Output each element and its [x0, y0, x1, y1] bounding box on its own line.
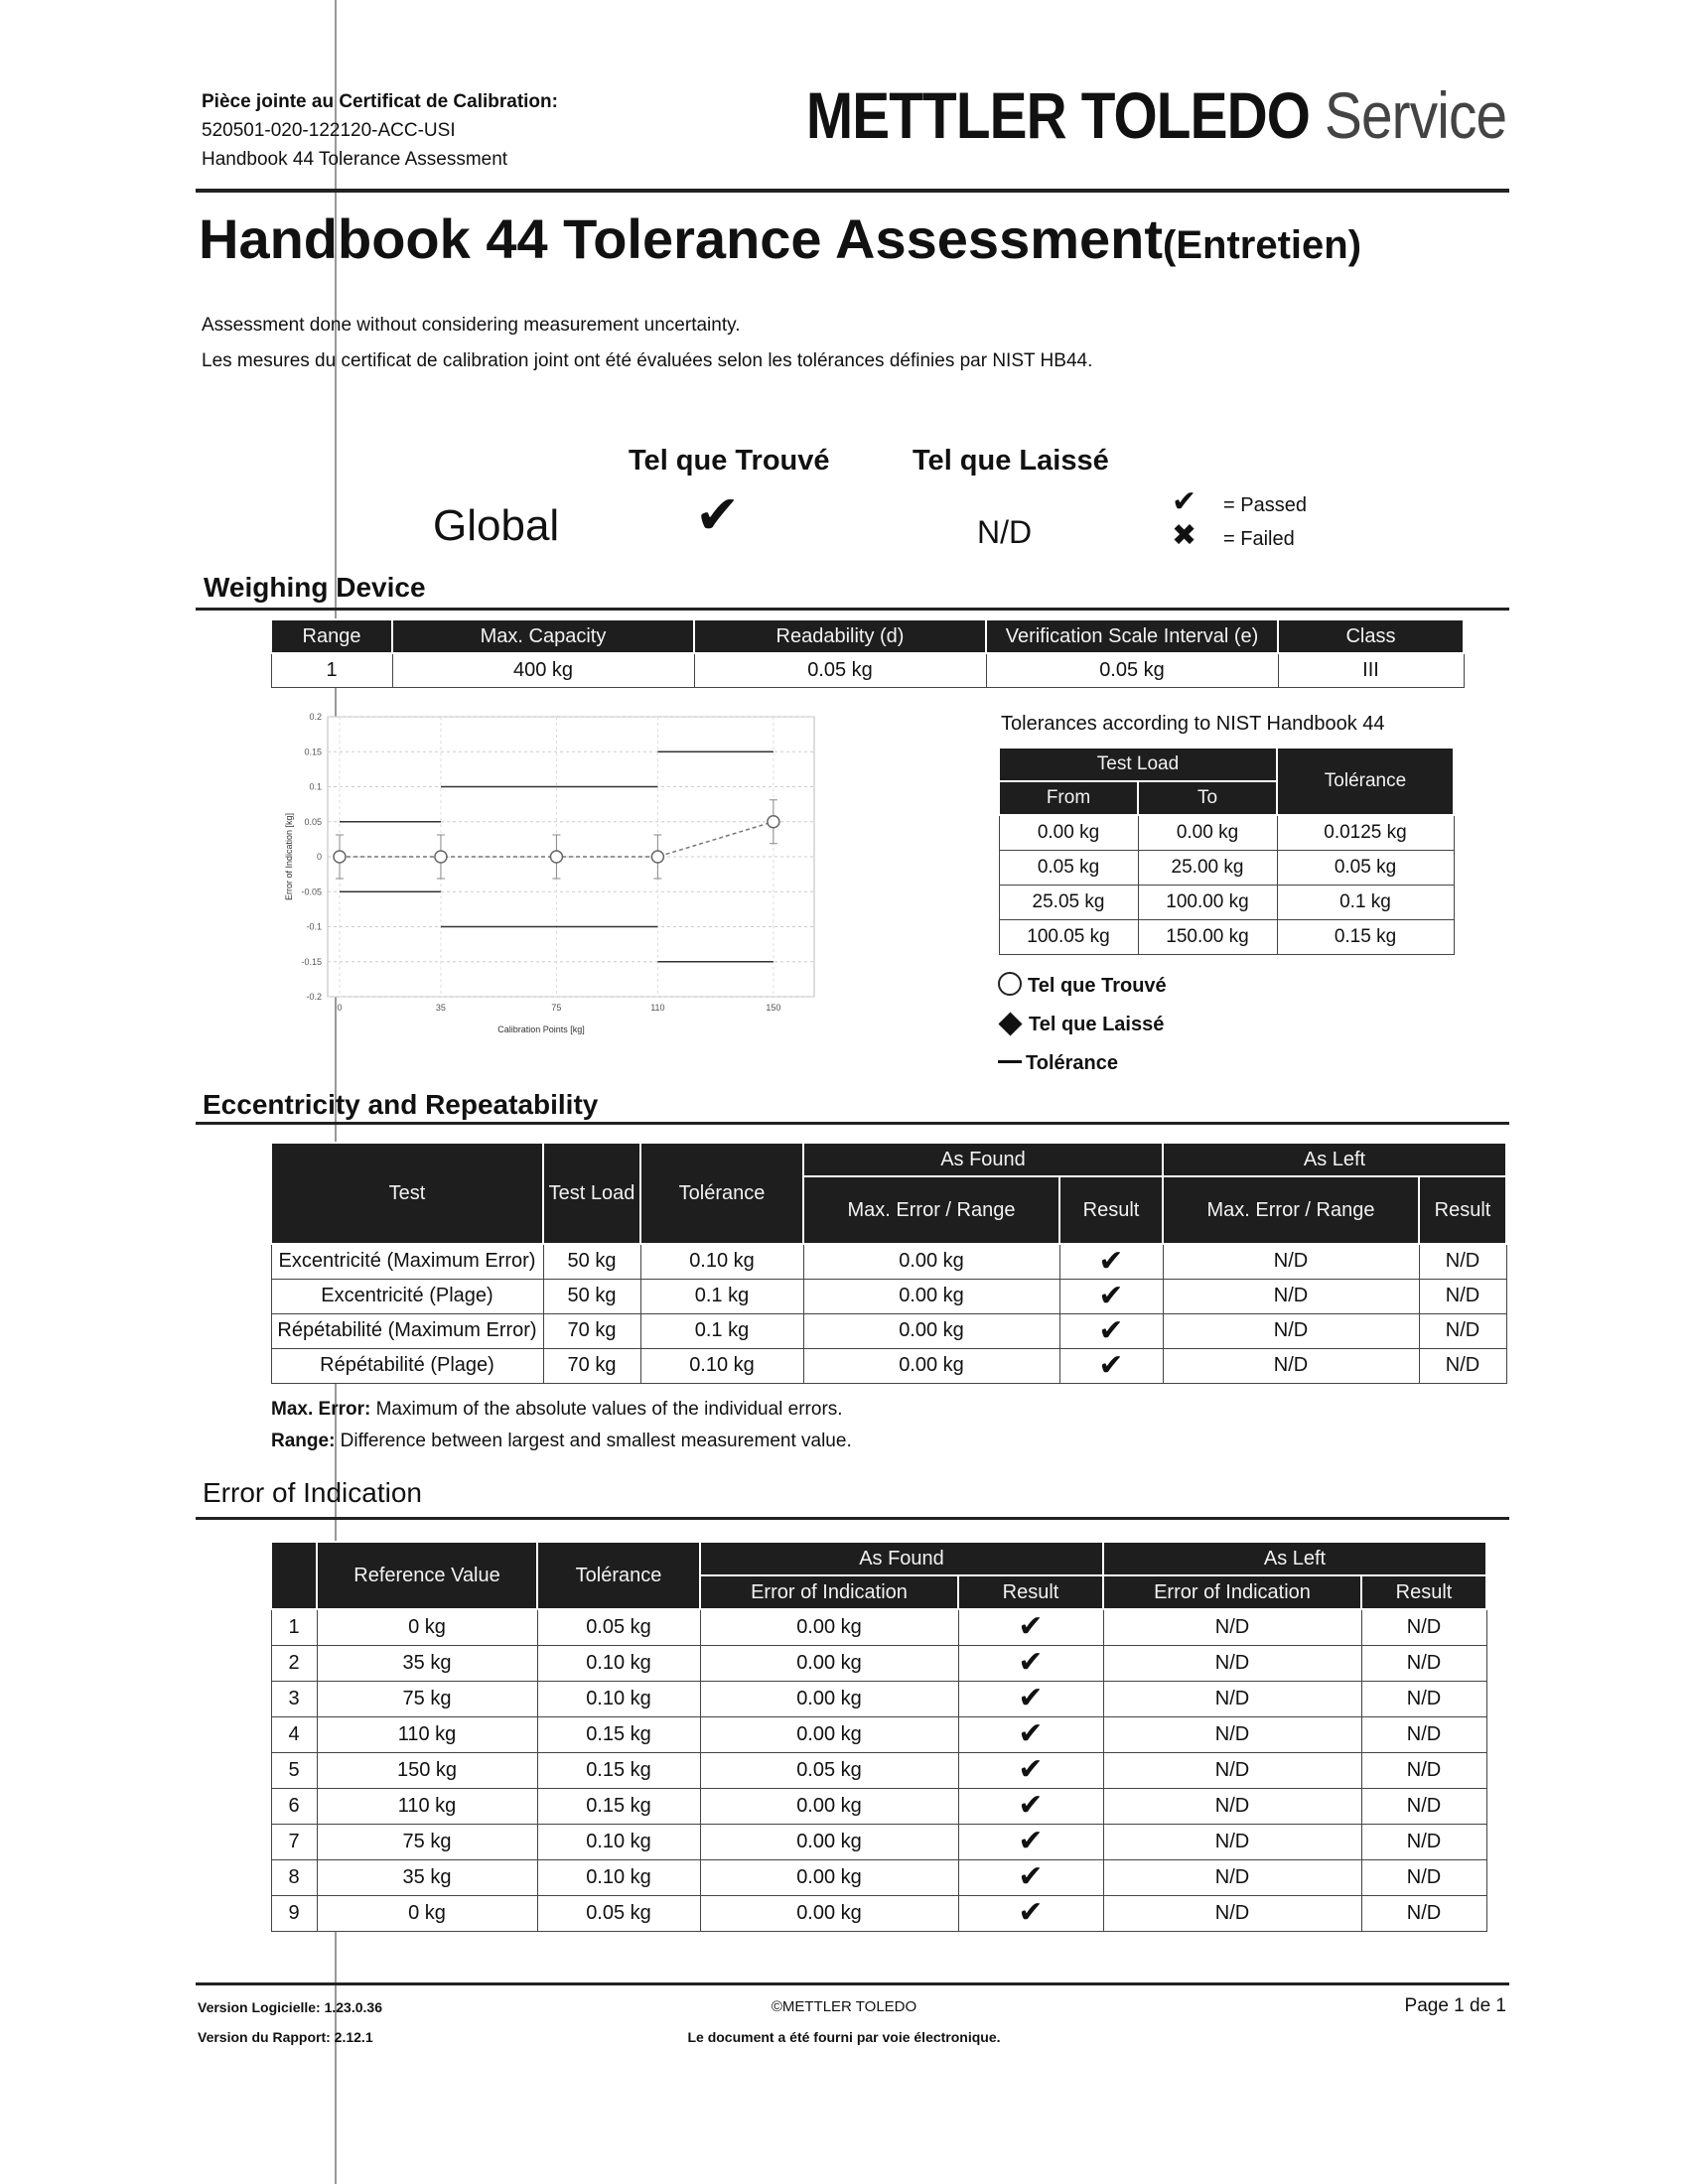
tol-cell: 150.00 kg	[1138, 919, 1277, 954]
tol-cell: 0.05 kg	[999, 850, 1138, 885]
tol-cell: 0.00 kg	[999, 815, 1138, 850]
eccentricity-repeatability-table	[270, 1142, 1507, 1384]
ecc-cell: 70 kg	[543, 1313, 640, 1348]
eoi-cell: N/D	[1103, 1824, 1361, 1859]
as-left-header: Tel que Laissé	[913, 445, 1109, 477]
check-icon: ✔	[1059, 1244, 1163, 1279]
check-icon: ✔	[958, 1824, 1103, 1859]
x-tick-label: 110	[650, 1003, 665, 1013]
def-range-text: Difference between largest and smallest measurement value.	[335, 1431, 852, 1451]
passed-check-icon: ✔	[1172, 485, 1197, 518]
ecc-header-tolerance: Tolérance	[640, 1143, 803, 1244]
check-icon: ✔	[958, 1681, 1103, 1716]
ecc-cell: 0.10 kg	[640, 1348, 803, 1383]
wd-header-class: Class	[1278, 619, 1464, 653]
tol-cell: 100.05 kg	[999, 919, 1138, 954]
ecc-cell: 0.1 kg	[640, 1279, 803, 1313]
y-axis-label: Error of Indication [kg]	[284, 812, 294, 901]
ecc-cell: 0.00 kg	[803, 1313, 1059, 1348]
y-tick-label: -0.15	[301, 956, 322, 967]
tolerance-line-icon	[998, 1060, 1022, 1063]
definitions	[271, 1394, 852, 1457]
eoi-rule	[196, 1517, 1509, 1520]
software-version: Version Logicielle: 1.23.0.36	[198, 1999, 382, 2015]
wd-header-range: Range	[271, 619, 392, 653]
x-tick-label: 75	[551, 1003, 562, 1013]
y-tick-label: -0.2	[306, 992, 322, 1002]
title-main: Handbook 44 Tolerance Assessment	[199, 207, 1164, 270]
ecc-cell: N/D	[1163, 1313, 1419, 1348]
eccentricity-rule	[196, 1122, 1509, 1125]
title-suffix: (Entretien)	[1163, 223, 1362, 267]
page-title	[199, 206, 1361, 271]
global-as-left-value: N/D	[977, 514, 1033, 550]
tol-header-test-load: Test Load	[999, 748, 1277, 781]
ecc-cell: N/D	[1419, 1348, 1506, 1383]
eoi-cell: N/D	[1361, 1895, 1486, 1931]
ecc-cell: 0.00 kg	[803, 1279, 1059, 1313]
eoi-cell: 0.10 kg	[537, 1645, 700, 1681]
ecc-cell: 0.00 kg	[803, 1348, 1059, 1383]
header-attachment-label: Pièce jointe au Certificat de Calibration:	[202, 91, 558, 112]
ecc-cell: 0.00 kg	[803, 1244, 1059, 1279]
tol-header-tolerance: Tolérance	[1277, 748, 1454, 815]
error-of-indication-table	[270, 1541, 1487, 1932]
legend-passed: = Passed	[1223, 494, 1307, 516]
ecc-header-left-result: Result	[1419, 1176, 1506, 1244]
eccentricity-heading: Eccentricity and Repeatability	[203, 1089, 599, 1120]
as-found-point	[651, 851, 663, 863]
as-left-diamond-icon	[998, 1012, 1022, 1035]
ecc-cell: N/D	[1163, 1348, 1419, 1383]
eoi-index: 3	[271, 1681, 317, 1716]
eoi-cell: 0.00 kg	[700, 1645, 958, 1681]
check-icon: ✔	[1059, 1313, 1163, 1348]
check-icon: ✔	[1059, 1348, 1163, 1383]
as-found-point	[435, 851, 447, 863]
eoi-cell: N/D	[1103, 1681, 1361, 1716]
eoi-cell: 0.00 kg	[700, 1824, 958, 1859]
eoi-cell: N/D	[1361, 1824, 1486, 1859]
legend-tolerance: Tolérance	[1026, 1052, 1118, 1074]
eoi-cell: N/D	[1361, 1645, 1486, 1681]
header-block	[202, 87, 558, 174]
electronic-note: Le document a été fourni par voie électronique.	[687, 2029, 1001, 2045]
ecc-header-found-result: Result	[1059, 1176, 1163, 1244]
check-icon: ✔	[958, 1788, 1103, 1824]
error-of-indication-chart	[278, 707, 824, 1044]
failed-cross-icon: ✖	[1172, 519, 1197, 552]
eoi-cell: 0.00 kg	[700, 1609, 958, 1645]
x-tick-label: 35	[435, 1003, 446, 1013]
header-certificate-number: 520501-020-122120-ACC-USI	[202, 120, 456, 141]
eoi-cell: 0.00 kg	[700, 1716, 958, 1752]
tol-cell: 25.05 kg	[999, 885, 1138, 919]
wd-range: 1	[271, 653, 392, 687]
as-found-header: Tel que Trouvé	[629, 445, 830, 477]
eoi-cell: 110 kg	[317, 1716, 537, 1752]
def-max-error-text: Maximum of the absolute values of the individual errors.	[370, 1399, 843, 1420]
eoi-cell: N/D	[1103, 1788, 1361, 1824]
eoi-header-left-eoi: Error of Indication	[1103, 1575, 1361, 1609]
eoi-cell: 0.00 kg	[700, 1788, 958, 1824]
eoi-cell: N/D	[1361, 1752, 1486, 1788]
eoi-cell: 0.10 kg	[537, 1681, 700, 1716]
eoi-cell: 35 kg	[317, 1859, 537, 1895]
eoi-cell: 150 kg	[317, 1752, 537, 1788]
eoi-index: 2	[271, 1645, 317, 1681]
eoi-cell: 0.05 kg	[537, 1895, 700, 1931]
ecc-test-name: Répétabilité (Maximum Error)	[271, 1313, 543, 1348]
weighing-rule	[196, 608, 1509, 611]
error-of-indication-heading: Error of Indication	[203, 1477, 422, 1508]
as-found-point	[768, 816, 779, 828]
def-range-label: Range:	[271, 1431, 336, 1451]
global-as-found-check-icon: ✔	[695, 485, 741, 545]
eoi-index: 9	[271, 1895, 317, 1931]
as-found-circle-icon	[998, 972, 1022, 996]
header-document-name: Handbook 44 Tolerance Assessment	[202, 149, 508, 170]
y-tick-label: -0.05	[301, 887, 322, 897]
ecc-test-name: Excentricité (Plage)	[271, 1279, 543, 1313]
eoi-cell: 0.00 kg	[700, 1859, 958, 1895]
footer-center	[596, 1992, 1092, 2052]
ecc-header-test: Test	[271, 1143, 543, 1244]
check-icon: ✔	[1059, 1279, 1163, 1313]
ecc-cell: 50 kg	[543, 1279, 640, 1313]
tol-cell: 0.0125 kg	[1277, 815, 1454, 850]
check-icon: ✔	[958, 1609, 1103, 1645]
eoi-index: 5	[271, 1752, 317, 1788]
legend-failed: = Failed	[1223, 528, 1295, 550]
eoi-cell: 0.15 kg	[537, 1716, 700, 1752]
tol-cell: 0.05 kg	[1277, 850, 1454, 885]
ecc-cell: N/D	[1419, 1313, 1506, 1348]
x-tick-label: 0	[337, 1003, 343, 1013]
eoi-cell: 0.10 kg	[537, 1824, 700, 1859]
eoi-cell: 0 kg	[317, 1895, 537, 1931]
tol-header-from: From	[999, 781, 1138, 815]
tolerances-heading: Tolerances according to NIST Handbook 44	[1001, 713, 1385, 735]
legend-as-found: Tel que Trouvé	[1028, 975, 1167, 997]
x-tick-label: 150	[766, 1003, 781, 1013]
tol-cell: 100.00 kg	[1138, 885, 1277, 919]
wd-header-readability: Readability (d)	[694, 619, 986, 653]
mettler-toledo-logo	[806, 77, 1506, 153]
wd-readability: 0.05 kg	[694, 653, 986, 687]
notes	[202, 308, 1092, 379]
ecc-test-name: Excentricité (Maximum Error)	[271, 1244, 543, 1279]
ecc-cell: 0.10 kg	[640, 1244, 803, 1279]
tol-cell: 25.00 kg	[1138, 850, 1277, 885]
global-legend	[1172, 484, 1307, 552]
eoi-header-tolerance: Tolérance	[537, 1542, 700, 1609]
eoi-cell: N/D	[1103, 1645, 1361, 1681]
nist-tolerances-table	[998, 747, 1455, 955]
eoi-cell: 35 kg	[317, 1645, 537, 1681]
eoi-cell: N/D	[1103, 1895, 1361, 1931]
tol-cell: 0.00 kg	[1138, 815, 1277, 850]
eoi-cell: 0.15 kg	[537, 1788, 700, 1824]
eoi-cell: 0.05 kg	[700, 1752, 958, 1788]
ecc-header-as-left: As Left	[1163, 1143, 1506, 1176]
eoi-cell: N/D	[1103, 1716, 1361, 1752]
check-icon: ✔	[958, 1716, 1103, 1752]
y-tick-label: 0.15	[304, 747, 322, 757]
ecc-header-load: Test Load	[543, 1143, 640, 1244]
y-tick-label: -0.1	[306, 921, 322, 932]
eoi-cell: 75 kg	[317, 1681, 537, 1716]
def-max-error-label: Max. Error:	[271, 1399, 371, 1420]
as-found-point	[334, 851, 346, 863]
page-number: Page 1 de 1	[1404, 1995, 1506, 2016]
eoi-cell: 0.10 kg	[537, 1859, 700, 1895]
check-icon: ✔	[958, 1752, 1103, 1788]
logo-main-text: METTLER TOLEDO	[805, 78, 1310, 152]
y-tick-label: 0	[316, 852, 322, 862]
eoi-header-found-result: Result	[958, 1575, 1103, 1609]
tol-cell: 0.1 kg	[1277, 885, 1454, 919]
x-axis-label: Calibration Points [kg]	[497, 1024, 585, 1034]
ecc-cell: N/D	[1419, 1244, 1506, 1279]
eoi-header-found-eoi: Error of Indication	[700, 1575, 958, 1609]
eoi-header-as-found: As Found	[700, 1542, 1103, 1575]
eoi-header-left-result: Result	[1361, 1575, 1486, 1609]
legend-as-left: Tel que Laissé	[1029, 1014, 1165, 1035]
eoi-index: 4	[271, 1716, 317, 1752]
weighing-device-heading: Weighing Device	[204, 572, 426, 603]
check-icon: ✔	[958, 1895, 1103, 1931]
wd-class: III	[1278, 653, 1464, 687]
y-tick-label: 0.05	[304, 816, 322, 827]
check-icon: ✔	[958, 1645, 1103, 1681]
eoi-cell: N/D	[1361, 1788, 1486, 1824]
eoi-cell: 0.05 kg	[537, 1609, 700, 1645]
y-tick-label: 0.1	[309, 781, 322, 792]
eoi-cell: N/D	[1361, 1681, 1486, 1716]
chart-legend	[998, 967, 1167, 1083]
ecc-cell: N/D	[1163, 1244, 1419, 1279]
eoi-cell: N/D	[1361, 1716, 1486, 1752]
weighing-device-table	[270, 618, 1465, 688]
eoi-cell: N/D	[1361, 1859, 1486, 1895]
eoi-index: 8	[271, 1859, 317, 1895]
note-evaluation: Les mesures du certificat de calibration joint ont été évaluées selon les tolérances définies par NIST HB44.	[202, 350, 1093, 371]
logo-service-text: Service	[1324, 78, 1506, 152]
ecc-cell: N/D	[1163, 1279, 1419, 1313]
ecc-header-found-maxerr: Max. Error / Range	[803, 1176, 1059, 1244]
tol-cell: 0.15 kg	[1277, 919, 1454, 954]
ecc-cell: 70 kg	[543, 1348, 640, 1383]
eoi-cell: 0.00 kg	[700, 1895, 958, 1931]
eoi-cell: N/D	[1103, 1609, 1361, 1645]
report-version: Version du Rapport: 2.12.1	[198, 2029, 373, 2045]
footer-versions	[198, 1992, 382, 2052]
copyright: ©METTLER TOLEDO	[771, 1998, 917, 2015]
eoi-cell: 0.15 kg	[537, 1752, 700, 1788]
eoi-index: 6	[271, 1788, 317, 1824]
wd-capacity: 400 kg	[392, 653, 694, 687]
header-rule	[196, 189, 1509, 193]
eoi-cell: N/D	[1103, 1859, 1361, 1895]
eoi-header-index	[271, 1542, 317, 1609]
eoi-cell: N/D	[1103, 1752, 1361, 1788]
ecc-header-as-found: As Found	[803, 1143, 1163, 1176]
wd-header-capacity: Max. Capacity	[392, 619, 694, 653]
ecc-header-left-maxerr: Max. Error / Range	[1163, 1176, 1419, 1244]
eoi-cell: 110 kg	[317, 1788, 537, 1824]
tol-header-to: To	[1138, 781, 1277, 815]
wd-header-scale-interval: Verification Scale Interval (e)	[986, 619, 1278, 653]
ecc-test-name: Répétabilité (Plage)	[271, 1348, 543, 1383]
global-label: Global	[433, 501, 560, 550]
ecc-cell: 50 kg	[543, 1244, 640, 1279]
eoi-index: 7	[271, 1824, 317, 1859]
note-uncertainty: Assessment done without considering measurement uncertainty.	[202, 315, 741, 336]
eoi-header-as-left: As Left	[1103, 1542, 1486, 1575]
eoi-index: 1	[271, 1609, 317, 1645]
as-found-point	[550, 851, 562, 863]
ecc-cell: 0.1 kg	[640, 1313, 803, 1348]
wd-scale-interval: 0.05 kg	[986, 653, 1278, 687]
eoi-cell: 0 kg	[317, 1609, 537, 1645]
eoi-cell: 75 kg	[317, 1824, 537, 1859]
ecc-cell: N/D	[1419, 1279, 1506, 1313]
check-icon: ✔	[958, 1859, 1103, 1895]
eoi-header-reference: Reference Value	[317, 1542, 537, 1609]
eoi-cell: 0.00 kg	[700, 1681, 958, 1716]
y-tick-label: 0.2	[309, 712, 322, 722]
footer-rule	[196, 1982, 1509, 1985]
eoi-cell: N/D	[1361, 1609, 1486, 1645]
